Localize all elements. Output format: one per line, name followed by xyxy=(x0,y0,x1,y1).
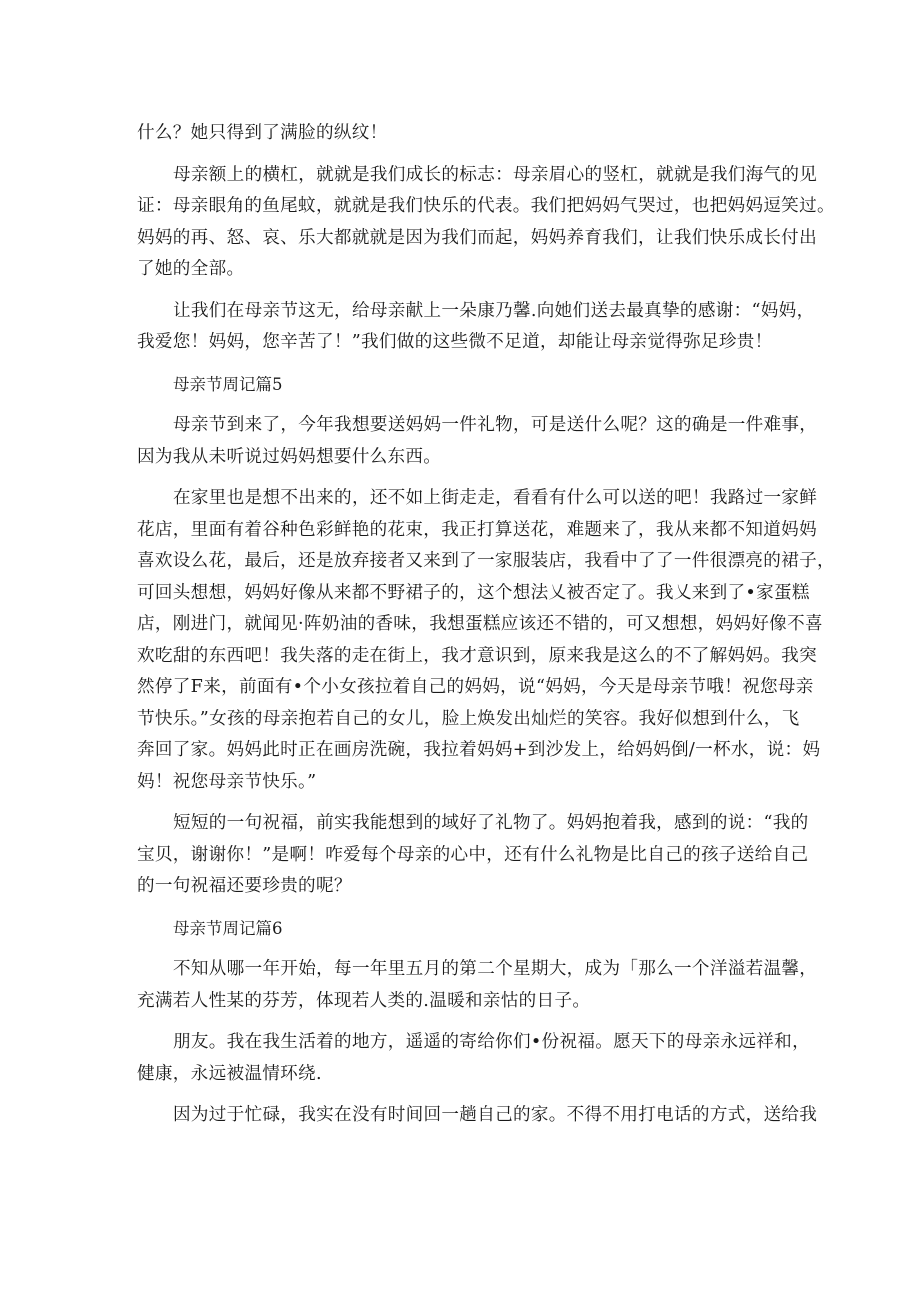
paragraph-line: 健康，永远被温情环绕. xyxy=(137,1063,322,1084)
paragraph-line: 妈！祝您母亲节快乐。” xyxy=(137,771,317,792)
paragraph-line: 奔回了家。妈妈此时正在画房洗碗，我拉着妈妈+到沙发上，给妈妈倒/一杯水，说：妈 xyxy=(137,740,821,760)
paragraph-line: 宝贝，谢谢你！”是啊！咋爱每个母亲的心中，还有什么礼物是比自己的孩子送给自己 xyxy=(137,844,809,865)
paragraph-line: 的一句祝福还要珍贵的呢？ xyxy=(137,876,352,896)
paragraph-line: 花店，里面有着谷种色彩鲜艳的花束，我正打算送花，难题来了，我从来都不知道妈妈 xyxy=(137,519,817,540)
paragraph-line: 不知从哪一年开始，每一年里五月的第二个星期大，成为「那么一个洋溢若温馨， xyxy=(173,959,818,979)
paragraph-line: 欢吃甜的东西吧！我失落的走在街上，我才意识到，原来我是这么的不了解妈妈。我突 xyxy=(137,645,817,666)
paragraph-line: 证：母亲眼角的鱼尾蚊，就就是我们快乐的代表。我们把妈妈气哭过，也把妈妈逗笑过。 xyxy=(137,196,835,216)
section-heading: 母亲节周记篇5 xyxy=(173,374,283,394)
paragraph-line: 母亲节到来了，今年我想要送妈妈一件礼物，可是送什么呢？这的确是一件难事， xyxy=(173,415,818,435)
paragraph-line: 因为过于忙碌，我实在没有时间回一趟自己的家。不得不用打电话的方式，送给我 xyxy=(173,1105,818,1125)
document-body xyxy=(137,118,835,1132)
paragraph-line: 我爱您！妈妈，您辛苦了！”我们做的这些微不足道，却能让母亲觉得弥足珍贵！ xyxy=(137,332,773,352)
section-heading: 母亲节周记篇6 xyxy=(173,918,283,938)
paragraph-line: 喜欢设么花，最后，还是放弃接者又来到了一家服装店，我看中了了一件很漂亮的裙子， xyxy=(137,551,835,571)
paragraph-line: 节快乐。”女孩的母亲抱若自己的女儿，脸上焕发出灿烂的笑容。我好似想到什么，飞 xyxy=(137,708,800,729)
paragraph-line: 可回头想想，妈妈好像从来都不野裙子的，这个想法乂被否定了。我乂来到了•家蛋糕 xyxy=(137,582,810,603)
paragraph-line: 然停了F来，前面有•个小女孩拉着自己的妈妈，说“妈妈，今天是母亲节哦！祝您母亲 xyxy=(137,677,814,697)
paragraph-line: 短短的一句祝福，前实我能想到的域好了礼物了。妈妈抱着我，感到的说：“我的 xyxy=(173,813,809,833)
paragraph-line: 在家里也是想不出来的，还不如上街走走，看看有什么可以送的吧！我路过一家鲜 xyxy=(173,488,818,508)
paragraph-line: 充满若人性某的芬芳，体现若人类的.温暖和亲怙的日子。 xyxy=(137,990,591,1011)
paragraph-line: 了她的全部。 xyxy=(137,259,245,279)
paragraph-line: 妈妈的再、怒、哀、乐大都就就是因为我们而起，妈妈养育我们，让我们快乐成长付出 xyxy=(137,227,817,248)
paragraph-line: 因为我从未听说过妈妈想要什么东西。 xyxy=(137,446,442,467)
paragraph-line: 母亲额上的横杠，就就是我们成长的标志：母亲眉心的竖杠，就就是我们海气的见 xyxy=(173,164,818,185)
paragraph-line: 店，刚进门，就闻见·阵奶油的香味，我想蛋糕应该还不错的，可又想想，妈妈好像不喜 xyxy=(137,614,823,634)
paragraph-line: 朋友。我在我生活着的地方，遥遥的寄给你们•份祝福。愿天下的母亲永远祥和， xyxy=(173,1032,810,1052)
text-line: 什么？她只得到了满脸的纵纹！ xyxy=(137,123,388,143)
paragraph-line: 让我们在母亲节这无，给母亲献上一朵康乃馨.向她们送去最真挚的感谢：“妈妈， xyxy=(173,300,815,321)
